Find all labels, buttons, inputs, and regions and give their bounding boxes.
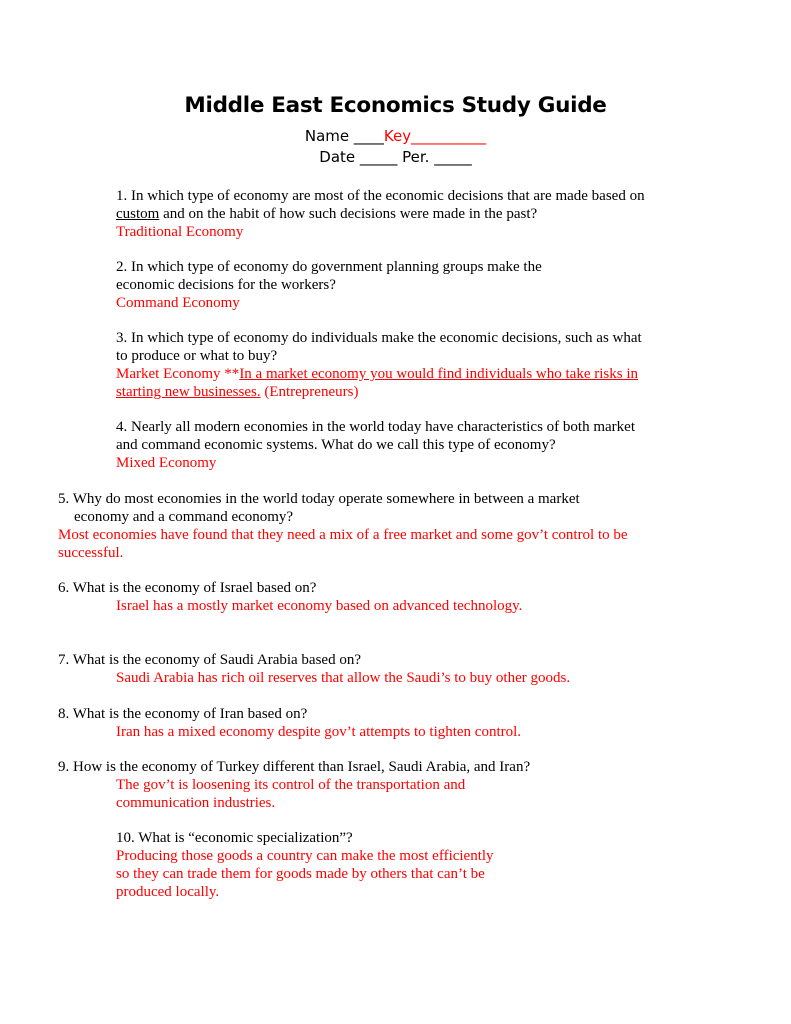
question-4-line-2: and command economic systems. What do we call this type of economy?: [116, 437, 556, 453]
answer-5-line-2: successful.: [58, 545, 124, 561]
question-6-text: 6. What is the economy of Israel based on?: [58, 580, 317, 596]
answer-4: Mixed Economy: [116, 455, 217, 471]
question-1-line-2: custom and on the habit of how such decisions were made in the past?: [116, 206, 538, 222]
question-2-line-2: economic decisions for the workers?: [116, 277, 336, 293]
question-2-line-1: 2. In which type of economy do government planning groups make the: [116, 259, 542, 275]
answer-3-line-2: starting new businesses. (Entrepreneurs): [116, 384, 359, 400]
question-5-line-2: economy and a command economy?: [74, 509, 294, 525]
page-title: Middle East Economics Study Guide: [184, 93, 607, 118]
custom-underlined: custom: [116, 206, 160, 222]
question-8-text: 8. What is the economy of Iran based on?: [58, 706, 308, 722]
answer-9-line-1: The gov’t is loosening its control of the transportation and: [116, 777, 466, 793]
name-label: Name ____: [304, 127, 384, 145]
question-10-text: 10. What is “economic specialization”?: [116, 830, 353, 846]
answer-8: Iran has a mixed economy despite gov’t attempts to tighten control.: [116, 724, 522, 740]
name-line: [0, 127, 791, 145]
question-3-line-2: to produce or what to buy?: [116, 348, 278, 364]
question-1: [116, 187, 645, 241]
answer-7: Saudi Arabia has rich oil reserves that allow the Saudi’s to buy other goods.: [116, 670, 571, 686]
question-7-text: 7. What is the economy of Saudi Arabia based on?: [58, 652, 361, 668]
question-4-line-1: 4. Nearly all modern economies in the world today have characteristics of both market: [116, 419, 635, 435]
answer-1: Traditional Economy: [116, 224, 244, 240]
question-10: [116, 829, 494, 901]
question-3: [116, 329, 642, 401]
answer-2: Command Economy: [116, 295, 240, 311]
question-3-line-1: 3. In which type of economy do individuals make the economic decisions, such as what: [116, 330, 642, 346]
answer-3-line-1: Market Economy **In a market economy you would find individuals who take risks in: [116, 366, 638, 382]
answer-10-line-2: so they can trade them for goods made by others that can’t be: [116, 866, 485, 882]
question-9-text: 9. How is the economy of Turkey different than Israel, Saudi Arabia, and Iran?: [58, 759, 531, 775]
question-5-line-1: 5. Why do most economies in the world today operate somewhere in between a market: [58, 491, 580, 507]
question-1-line-1: 1. In which type of economy are most of the economic decisions that are made based on: [116, 188, 645, 204]
question-5: [58, 490, 628, 562]
question-6: [58, 579, 522, 615]
question-2: [116, 258, 542, 312]
answer-9-line-2: communication industries.: [116, 795, 276, 811]
answer-6: Israel has a mostly market economy based on advanced technology.: [116, 598, 523, 614]
answer-10-line-1: Producing those goods a country can make the most efficiently: [116, 848, 494, 864]
question-9: [58, 758, 530, 812]
answer-5-line-1: Most economies have found that they need a mix of a free market and some gov’t control to be: [58, 527, 628, 543]
question-7: [58, 651, 570, 687]
question-4: [116, 418, 635, 472]
name-value: Key__________: [383, 127, 487, 145]
date-period-line: Date _____ Per. _____: [319, 148, 472, 166]
question-8: [58, 705, 521, 741]
answer-10-line-3: produced locally.: [116, 884, 220, 900]
